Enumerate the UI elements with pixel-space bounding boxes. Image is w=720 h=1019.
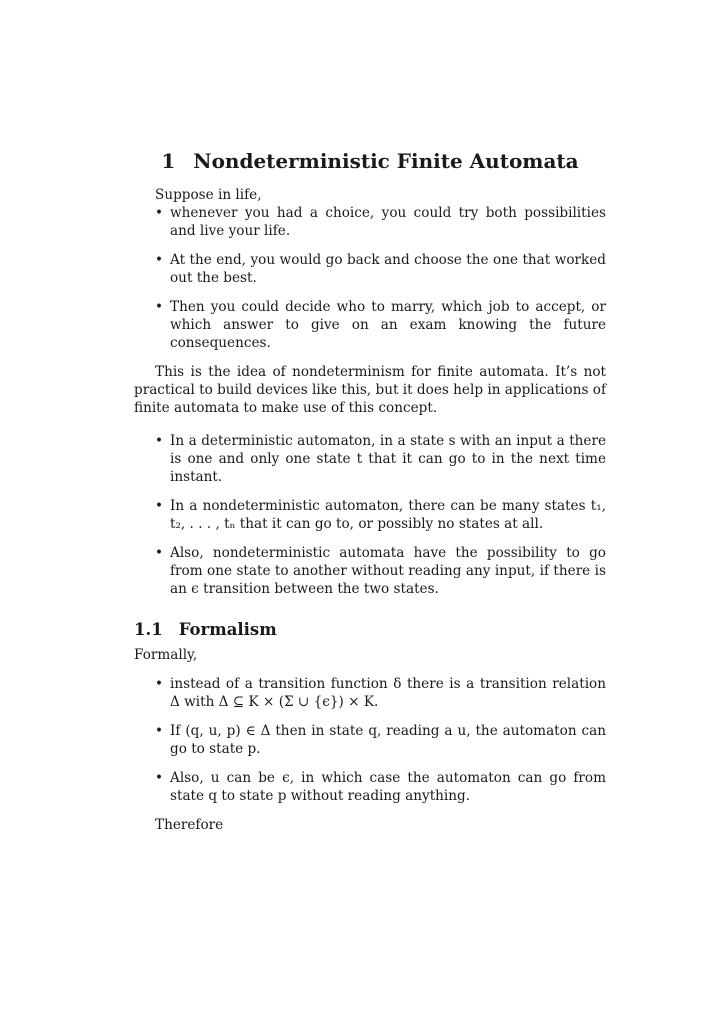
formal-bullet-list: [134, 675, 606, 805]
bullet-item: • If (q, u, p) ∈ Δ then in state q, reading a u, the automaton can go to state p.: [134, 722, 606, 758]
bullet-item: • At the end, you would go back and choose the one that worked out the best.: [134, 251, 606, 287]
bullet-item: • instead of a transition function δ there is a transition relation Δ with Δ ⊆ K × (Σ ∪ {ϵ}) × K.: [134, 675, 606, 711]
formally-text: Formally,: [134, 647, 198, 663]
bullet-item: • Also, nondeterministic automata have the possibility to go from one state to another without reading any input, if there is an ϵ transition between the two states.: [134, 544, 606, 598]
bullet-item: • whenever you had a choice, you could try both possibilities and live your life.: [134, 204, 606, 240]
section-number: 1: [161, 149, 176, 173]
idea-paragraph: This is the idea of nondeterminism for finite automata. It’s not practical to build devices like this, but it does help in applications of finite automata to make use of this concept.: [134, 364, 606, 416]
subsection-number: 1.1: [134, 620, 163, 639]
subsection-heading: [134, 616, 606, 644]
section-heading: [134, 146, 606, 176]
life-bullet-list: [134, 204, 606, 352]
document-page: [134, 146, 606, 834]
section-title: Nondeterministic Finite Automata: [193, 149, 579, 173]
bullet-item: • Also, u can be ϵ, in which case the automaton can go from state q to state p without reading anything.: [134, 769, 606, 805]
bullet-item: • Then you could decide who to marry, which job to accept, or which answer to give on an exam knowing the future consequences.: [134, 298, 606, 352]
automaton-bullet-list: [134, 432, 606, 598]
bullet-item: • In a deterministic automaton, in a state s with an input a there is one and only one state t that it can go to in the next time instant.: [134, 432, 606, 486]
therefore-text: Therefore: [155, 817, 224, 833]
intro-text: Suppose in life,: [155, 187, 262, 203]
bullet-item: • In a nondeterministic automaton, there can be many states t₁, t₂, . . . , tₙ that it can go to, or possibly no states at all.: [134, 497, 606, 533]
subsection-title: Formalism: [178, 620, 277, 639]
